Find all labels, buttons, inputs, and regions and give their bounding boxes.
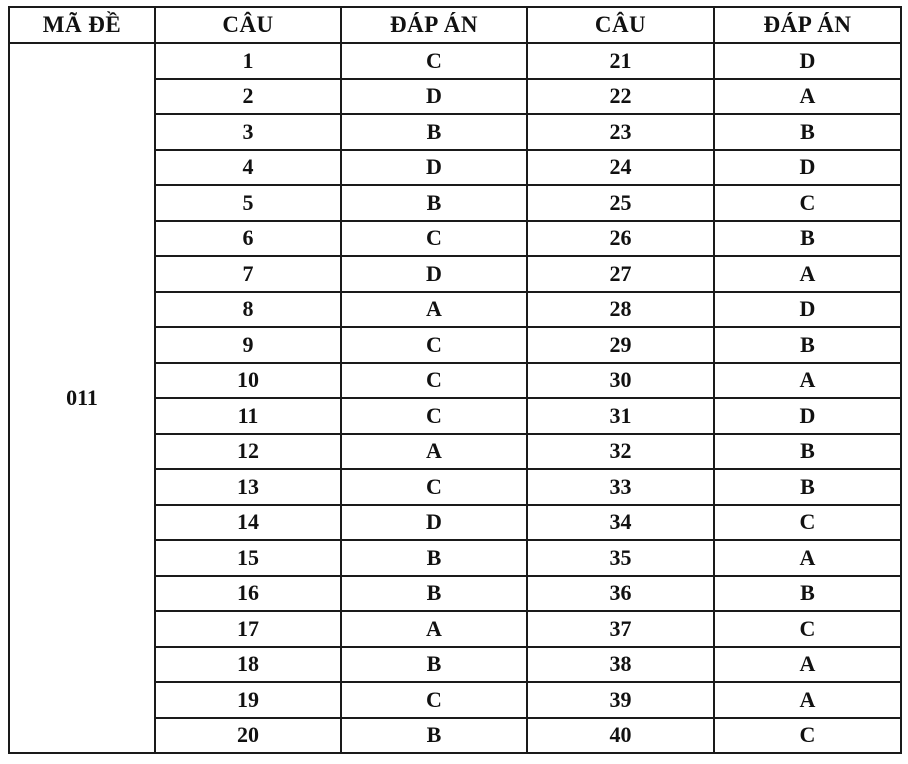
answer-key-table: [8, 6, 902, 754]
header-exam-code: MÃ ĐỀ: [9, 7, 155, 43]
answer-letter: D: [714, 292, 901, 328]
question-number: 35: [527, 540, 714, 576]
answer-letter: B: [341, 718, 527, 754]
answer-letter: D: [341, 505, 527, 541]
question-number: 8: [155, 292, 341, 328]
question-number: 34: [527, 505, 714, 541]
answer-letter: A: [714, 79, 901, 115]
question-number: 40: [527, 718, 714, 754]
question-number: 29: [527, 327, 714, 363]
question-number: 1: [155, 43, 341, 79]
question-number: 20: [155, 718, 341, 754]
question-number: 9: [155, 327, 341, 363]
header-answer-2: ĐÁP ÁN: [714, 7, 901, 43]
answer-letter: D: [714, 150, 901, 186]
question-number: 25: [527, 185, 714, 221]
answer-letter: B: [714, 221, 901, 257]
header-question-2: CÂU: [527, 7, 714, 43]
question-number: 7: [155, 256, 341, 292]
question-number: 37: [527, 611, 714, 647]
answer-letter: C: [714, 718, 901, 754]
answer-letter: A: [714, 647, 901, 683]
question-number: 3: [155, 114, 341, 150]
question-number: 30: [527, 363, 714, 399]
answer-letter: B: [714, 469, 901, 505]
question-number: 2: [155, 79, 341, 115]
question-number: 4: [155, 150, 341, 186]
answer-letter: C: [714, 505, 901, 541]
question-number: 11: [155, 398, 341, 434]
question-number: 32: [527, 434, 714, 470]
question-number: 28: [527, 292, 714, 328]
answer-letter: C: [341, 363, 527, 399]
answer-letter: C: [714, 185, 901, 221]
question-number: 12: [155, 434, 341, 470]
question-number: 24: [527, 150, 714, 186]
answer-table-body: [9, 43, 901, 753]
answer-letter: B: [341, 185, 527, 221]
answer-letter: A: [341, 292, 527, 328]
question-number: 27: [527, 256, 714, 292]
question-number: 39: [527, 682, 714, 718]
question-number: 14: [155, 505, 341, 541]
question-number: 10: [155, 363, 341, 399]
question-number: 6: [155, 221, 341, 257]
answer-letter: C: [341, 682, 527, 718]
question-number: 22: [527, 79, 714, 115]
answer-letter: B: [714, 434, 901, 470]
answer-letter: B: [341, 540, 527, 576]
header-row: [9, 7, 901, 43]
answer-letter: C: [341, 469, 527, 505]
answer-letter: B: [714, 327, 901, 363]
exam-code-cell: 011: [9, 43, 155, 753]
question-number: 17: [155, 611, 341, 647]
answer-letter: B: [341, 576, 527, 612]
answer-letter: A: [714, 682, 901, 718]
answer-letter: C: [714, 611, 901, 647]
question-number: 5: [155, 185, 341, 221]
answer-letter: B: [714, 576, 901, 612]
answer-letter: D: [714, 398, 901, 434]
question-number: 15: [155, 540, 341, 576]
question-number: 26: [527, 221, 714, 257]
header-answer-1: ĐÁP ÁN: [341, 7, 527, 43]
answer-key-sheet: [8, 6, 900, 754]
question-number: 19: [155, 682, 341, 718]
question-number: 31: [527, 398, 714, 434]
answer-letter: D: [341, 150, 527, 186]
question-number: 36: [527, 576, 714, 612]
answer-letter: B: [341, 114, 527, 150]
answer-letter: A: [714, 256, 901, 292]
answer-letter: A: [714, 363, 901, 399]
question-number: 38: [527, 647, 714, 683]
answer-letter: C: [341, 398, 527, 434]
question-number: 21: [527, 43, 714, 79]
answer-letter: C: [341, 221, 527, 257]
header-question-1: CÂU: [155, 7, 341, 43]
answer-letter: B: [714, 114, 901, 150]
question-number: 16: [155, 576, 341, 612]
answer-letter: D: [341, 79, 527, 115]
answer-letter: A: [341, 434, 527, 470]
answer-letter: C: [341, 327, 527, 363]
question-number: 33: [527, 469, 714, 505]
question-number: 13: [155, 469, 341, 505]
answer-letter: D: [341, 256, 527, 292]
answer-letter: A: [341, 611, 527, 647]
question-number: 23: [527, 114, 714, 150]
question-number: 18: [155, 647, 341, 683]
answer-letter: B: [341, 647, 527, 683]
answer-letter: D: [714, 43, 901, 79]
table-row: [9, 43, 901, 79]
answer-letter: C: [341, 43, 527, 79]
answer-letter: A: [714, 540, 901, 576]
